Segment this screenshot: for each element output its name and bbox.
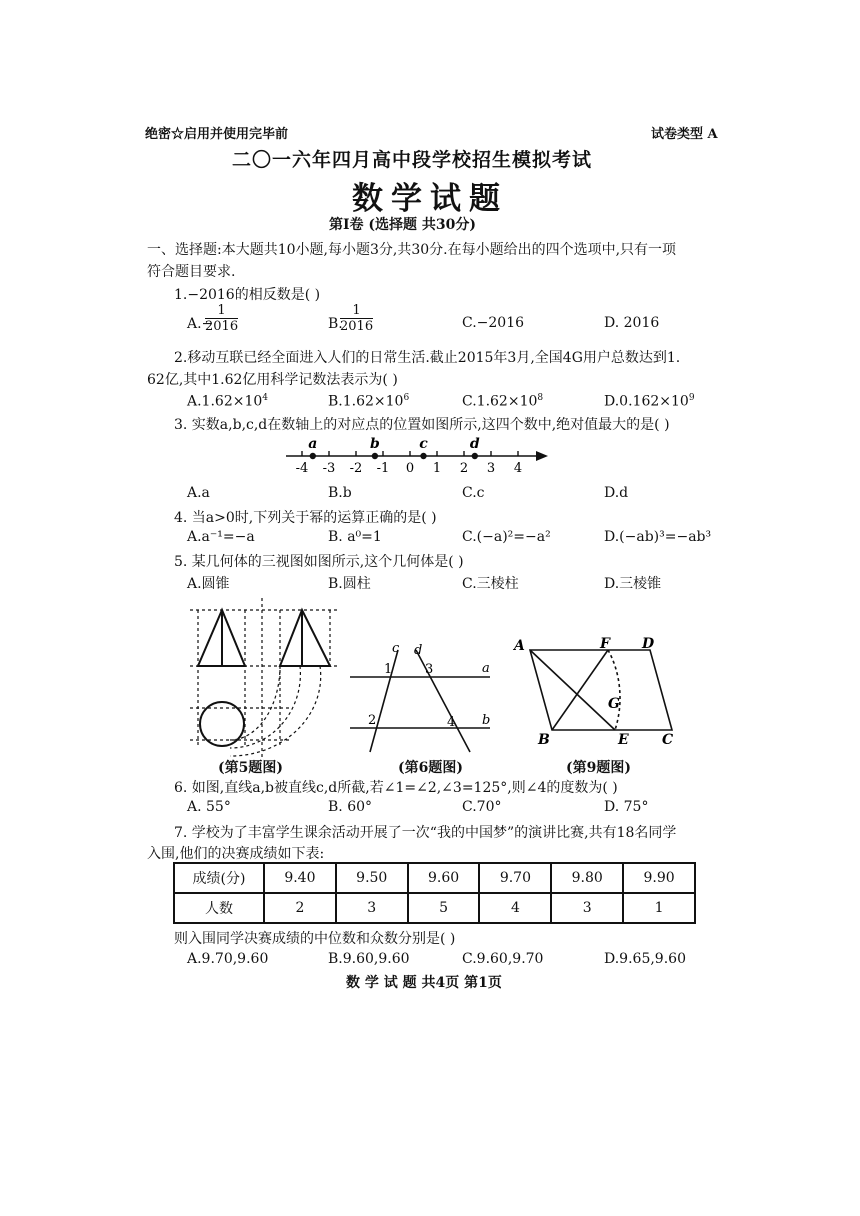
- number-point-label: d: [469, 436, 480, 452]
- q1-option-b-prefix: B.: [328, 316, 343, 332]
- q2-option-a: [187, 393, 268, 410]
- number-line-figure: [280, 436, 550, 480]
- segment-AE: [530, 650, 615, 730]
- fraction-numerator: 1: [205, 303, 238, 319]
- q2-option-b: [328, 393, 409, 410]
- q7-question: 则入围同学决赛成绩的中位数和众数分别是( ): [174, 931, 456, 947]
- q3-option-d: D.d: [604, 485, 629, 501]
- fig6-label-b: b: [482, 713, 491, 728]
- table-cell: 9.80: [551, 863, 623, 893]
- q1-option-b-fraction: [340, 303, 373, 334]
- q6-option-d: D. 75°: [604, 799, 649, 815]
- table-cell: 3: [336, 893, 408, 923]
- part-heading: 第Ⅰ卷 (选择题 共30分): [329, 217, 477, 233]
- paper-type: 试卷类型 A: [651, 127, 718, 142]
- page-footer: 数 学 试 题 共4页 第1页: [346, 975, 502, 991]
- table-cell: 9.70: [479, 863, 551, 893]
- axis-tick-label: 0: [405, 461, 415, 476]
- fig6-parallel-lines: [350, 640, 510, 755]
- table-cell: 9.50: [336, 863, 408, 893]
- fig9-label-G: G: [608, 696, 620, 712]
- fig5-three-views: [190, 598, 350, 758]
- fig6-label-d: d: [414, 643, 423, 658]
- confidential-note: 绝密☆启用并使用完毕前: [145, 127, 289, 142]
- axis-arrow-icon: [536, 451, 548, 461]
- number-point-label: c: [419, 436, 428, 452]
- q2-option-b-base: B.1.62×10: [328, 393, 404, 410]
- q2-option-b-exp: 6: [403, 393, 410, 403]
- q4-option-c: C.(−a)²=−a²: [462, 529, 551, 545]
- table-cell: 1: [623, 893, 695, 923]
- table-cell: 5: [408, 893, 480, 923]
- q3-stem: 3. 实数a,b,c,d在数轴上的对应点的位置如图所示,这四个数中,绝对值最大的是( ): [174, 417, 670, 433]
- number-point: [372, 453, 378, 459]
- table-cell: 9.60: [408, 863, 480, 893]
- table-cell: 3: [551, 893, 623, 923]
- q5-option-b: B.圆柱: [328, 576, 371, 592]
- axis-tick-label: -2: [349, 461, 363, 476]
- fig9-label-B: B: [538, 732, 550, 748]
- number-point-label: a: [308, 436, 318, 452]
- fig6-label-n4: 4: [447, 715, 456, 730]
- fig6-label-n2: 2: [368, 713, 377, 728]
- fig5-solid-views: [198, 610, 330, 746]
- q2-line1: 2.移动互联已经全面进入人们的日常生活.截止2015年3月,全国4G用户总数达到1.: [174, 350, 681, 366]
- number-point: [472, 453, 478, 459]
- fig9-label-C: C: [662, 732, 674, 748]
- q5-option-d: D.三棱锥: [604, 576, 662, 592]
- table-cell: 4: [479, 893, 551, 923]
- fraction-numerator: 1: [340, 303, 373, 319]
- q1-stem: 1.−2016的相反数是( ): [174, 287, 321, 303]
- q2-option-d-base: D.0.162×10: [604, 393, 689, 410]
- q2-option-c-base: C.1.62×10: [462, 393, 538, 410]
- q3-option-c: C.c: [462, 485, 485, 501]
- fig6-label-c: c: [392, 641, 400, 656]
- q2-option-c-exp: 8: [537, 393, 544, 403]
- q5-option-a: A.圆锥: [187, 576, 230, 592]
- section-intro-line2: 符合题目要求.: [147, 264, 236, 280]
- fig9-label-E: E: [618, 732, 629, 748]
- q7-option-a: A.9.70,9.60: [187, 951, 269, 967]
- q3-option-a: A.a: [187, 485, 210, 501]
- number-point: [420, 453, 426, 459]
- fig6-lines: [350, 650, 490, 752]
- table-cell: 2: [264, 893, 336, 923]
- fig9-label-A: A: [514, 638, 525, 654]
- exam-subtitle: 二〇一六年四月高中段学校招生模拟考试: [232, 149, 593, 171]
- q5-stem: 5. 某几何体的三视图如图所示,这个几何体是( ): [174, 554, 464, 570]
- q6-option-b: B. 60°: [328, 799, 373, 815]
- table-cell: 9.40: [264, 863, 336, 893]
- axis-tick-label: 3: [486, 461, 496, 476]
- q6-option-c: C.70°: [462, 799, 502, 815]
- q7-option-d: D.9.65,9.60: [604, 951, 686, 967]
- score-table: [173, 862, 696, 924]
- q7-line2: 入围,他们的决赛成绩如下表:: [147, 846, 325, 862]
- q2-option-d: [604, 393, 695, 410]
- fig9-parallelogram: [510, 636, 690, 750]
- fig9-label-D: D: [642, 636, 655, 652]
- q7-option-b: B.9.60,9.60: [328, 951, 410, 967]
- q1-option-c: C.−2016: [462, 315, 525, 331]
- number-point-label: b: [370, 436, 380, 452]
- q7-line1: 7. 学校为了丰富学生课余活动开展了一次“我的中国梦”的演讲比赛,共有18名同学: [174, 825, 677, 841]
- q2-option-d-exp: 9: [688, 393, 695, 403]
- table-header-cell: 人数: [174, 893, 264, 923]
- q6-option-a: A. 55°: [187, 799, 231, 815]
- fraction-denominator: 2016: [205, 319, 239, 334]
- axis-tick-label: 1: [432, 461, 442, 476]
- parallelogram-outline: [530, 650, 672, 730]
- table-row: [174, 863, 695, 893]
- section-intro-line1: 一、选择题:本大题共10小题,每小题3分,共30分.在每小题给出的四个选项中,只有一项: [147, 242, 677, 258]
- axis-tick-label: -4: [295, 461, 309, 476]
- axis-tick-label: -1: [376, 461, 390, 476]
- q4-option-a: A.a⁻¹=−a: [187, 529, 255, 545]
- q5-option-c: C.三棱柱: [462, 576, 519, 592]
- q4-stem: 4. 当a>0时,下列关于幂的运算正确的是( ): [174, 510, 437, 526]
- table-cell: 9.90: [623, 863, 695, 893]
- q2-option-a-exp: 4: [262, 393, 269, 403]
- axis-tick-label: 2: [459, 461, 469, 476]
- q1-option-a-fraction: [205, 303, 238, 334]
- q6-stem: 6. 如图,直线a,b被直线c,d所截,若∠1=∠2,∠3=125°,则∠4的度数为( ): [174, 780, 618, 796]
- q7-option-c: C.9.60,9.70: [462, 951, 544, 967]
- fig6-label-n1: 1: [384, 662, 393, 677]
- axis-tick-label: 4: [513, 461, 523, 476]
- fig5-guide-lines: [190, 598, 340, 758]
- q2-line2: 62亿,其中1.62亿用科学记数法表示为( ): [147, 372, 398, 388]
- q4-option-d: D.(−ab)³=−ab³: [604, 529, 712, 545]
- fig9-label-F: F: [600, 636, 610, 652]
- fig5-caption: (第5题图): [218, 760, 283, 776]
- q1-option-d: D. 2016: [604, 315, 660, 331]
- fig6-caption: (第6题图): [398, 760, 463, 776]
- fig6-label-n3: 3: [425, 662, 434, 677]
- fig9-caption: (第9题图): [566, 760, 631, 776]
- page-title: 数学试题: [352, 181, 508, 217]
- fig9-lines: [530, 650, 672, 730]
- segment-BF: [552, 650, 608, 730]
- q3-option-b: B.b: [328, 485, 352, 501]
- q1-option-a-prefix: A.−: [187, 316, 214, 332]
- axis-tick-label: -3: [322, 461, 336, 476]
- q2-option-a-base: A.1.62×10: [187, 393, 263, 410]
- q2-option-c: [462, 393, 543, 410]
- number-point: [310, 453, 316, 459]
- fraction-denominator: 2016: [340, 319, 374, 334]
- table-header-cell: 成绩(分): [174, 863, 264, 893]
- q4-option-b: B. a⁰=1: [328, 529, 382, 545]
- table-row: [174, 893, 695, 923]
- fig6-label-a: a: [482, 661, 490, 676]
- arc-FE: [608, 650, 620, 730]
- side-view-triangle: [280, 610, 330, 666]
